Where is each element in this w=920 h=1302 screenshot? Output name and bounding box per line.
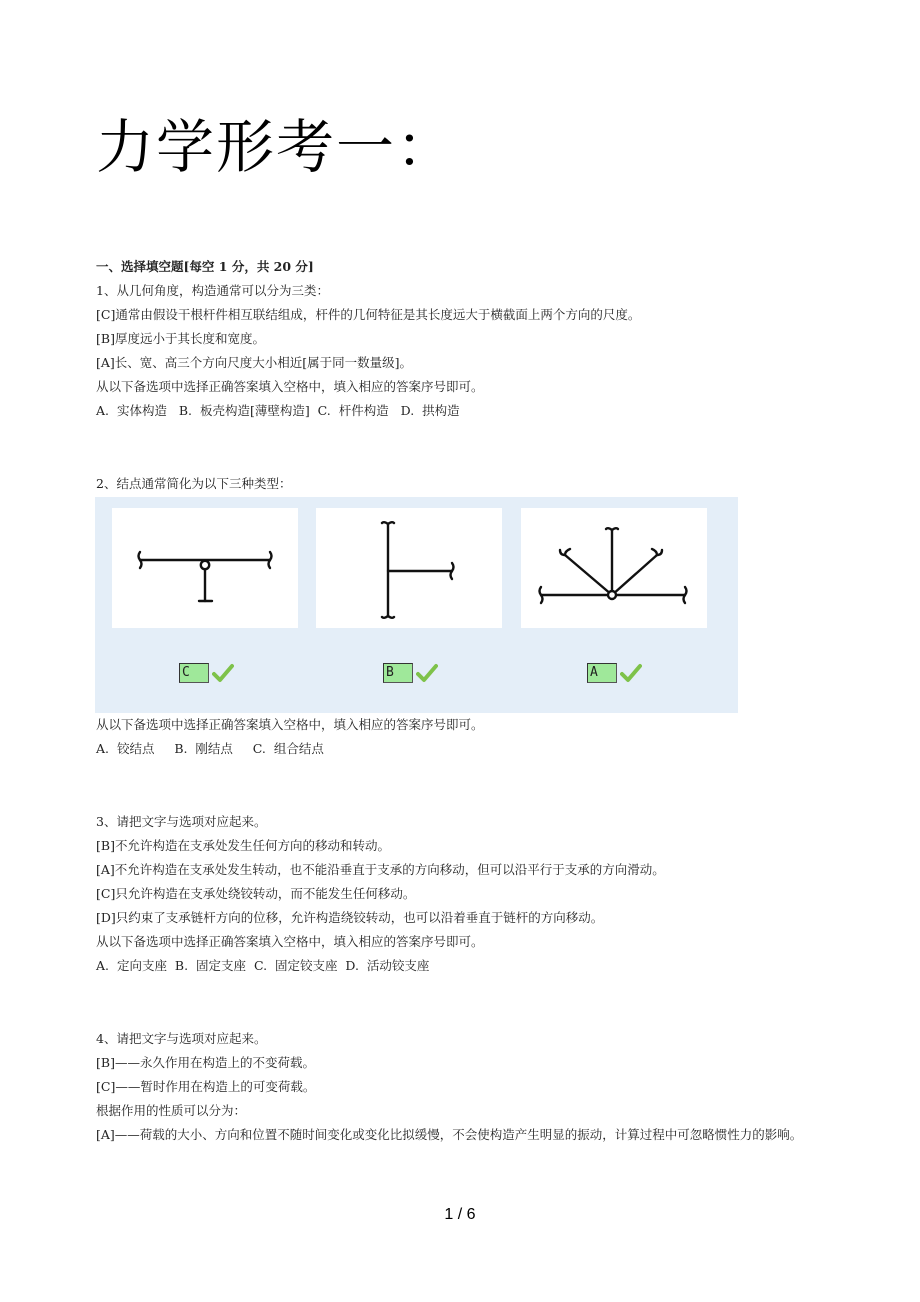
- check-icon: [212, 663, 234, 683]
- hinge-joint-diagram: [521, 508, 707, 628]
- q3-prompt: 3、请把文字与选项对应起来。: [96, 814, 267, 829]
- rigid-joint-diagram: [316, 508, 502, 628]
- q4-line: [C]——暂时作用在构造上的可变荷载。: [96, 1079, 316, 1094]
- combined-joint-figure: [112, 508, 298, 628]
- check-icon: [416, 663, 438, 683]
- q3-line: [A]不允许构造在支承处发生转动，也不能沿垂直于支承的方向移动，但可以沿平行于支承的方向滑动。: [96, 862, 665, 877]
- answer-slot-3: [587, 662, 642, 684]
- combined-joint-diagram: [112, 508, 298, 628]
- section-heading: 一、选择填空题[每空 1 分，共 20 分]: [96, 259, 314, 274]
- answer-field[interactable]: A: [587, 663, 617, 683]
- page-number: 1 / 6: [444, 1206, 476, 1223]
- q1-line: [A]长、宽、高三个方向尺度大小相近[属于同一数量级]。: [96, 355, 413, 370]
- q2-options: A. 铰结点 B. 刚结点 C. 组合结点: [96, 741, 324, 756]
- q3-line: [D]只约束了支承链杆方向的位移，允许构造绕铰转动，也可以沿着垂直于链杆的方向移动。: [96, 910, 604, 925]
- answer-field[interactable]: B: [383, 663, 413, 683]
- q3-options: A. 定向支座 B. 固定支座 C. 固定铰支座 D. 活动铰支座: [96, 958, 430, 973]
- page-title: 力学形考一：: [96, 113, 457, 181]
- answer-field[interactable]: C: [179, 663, 209, 683]
- q1-line: [B]厚度远小于其长度和宽度。: [96, 331, 265, 346]
- rigid-joint-figure: [316, 508, 502, 628]
- q4-line: [B]——永久作用在构造上的不变荷载。: [96, 1055, 315, 1070]
- q2-prompt: 2、结点通常简化为以下三种类型：: [96, 476, 292, 491]
- q3-instruction: 从以下备选项中选择正确答案填入空格中，填入相应的答案序号即可。: [96, 934, 484, 949]
- q1-instruction: 从以下备选项中选择正确答案填入空格中，填入相应的答案序号即可。: [96, 379, 484, 394]
- q3-line: [C]只允许构造在支承处绕铰转动，而不能发生任何移动。: [96, 886, 416, 901]
- answer-slot-2: [383, 662, 438, 684]
- q1-options: A. 实体构造 B. 板壳构造[薄壁构造] C. 杆件构造 D. 拱构造: [96, 403, 460, 418]
- joint-figure-panel: [95, 497, 738, 713]
- q4-prompt: 4、请把文字与选项对应起来。: [96, 1031, 267, 1046]
- q4-line: [A]——荷载的大小、方向和位置不随时间变化或变化比拟缓慢，不会使构造产生明显的振动，计算过程中可忽略惯性力的影响。: [96, 1127, 803, 1142]
- hinge-joint-figure: [521, 508, 707, 628]
- q4-line: 根据作用的性质可以分为：: [96, 1103, 247, 1118]
- answer-slot-1: [179, 662, 234, 684]
- q2-instruction: 从以下备选项中选择正确答案填入空格中，填入相应的答案序号即可。: [96, 717, 484, 732]
- q3-line: [B]不允许构造在支承处发生任何方向的移动和转动。: [96, 838, 390, 853]
- q1-prompt: 1、从几何角度，构造通常可以分为三类：: [96, 283, 329, 298]
- check-icon: [620, 663, 642, 683]
- q1-line: [C]通常由假设干根杆件相互联结组成，杆件的几何特征是其长度远大于横截面上两个方向的尺度。: [96, 307, 641, 322]
